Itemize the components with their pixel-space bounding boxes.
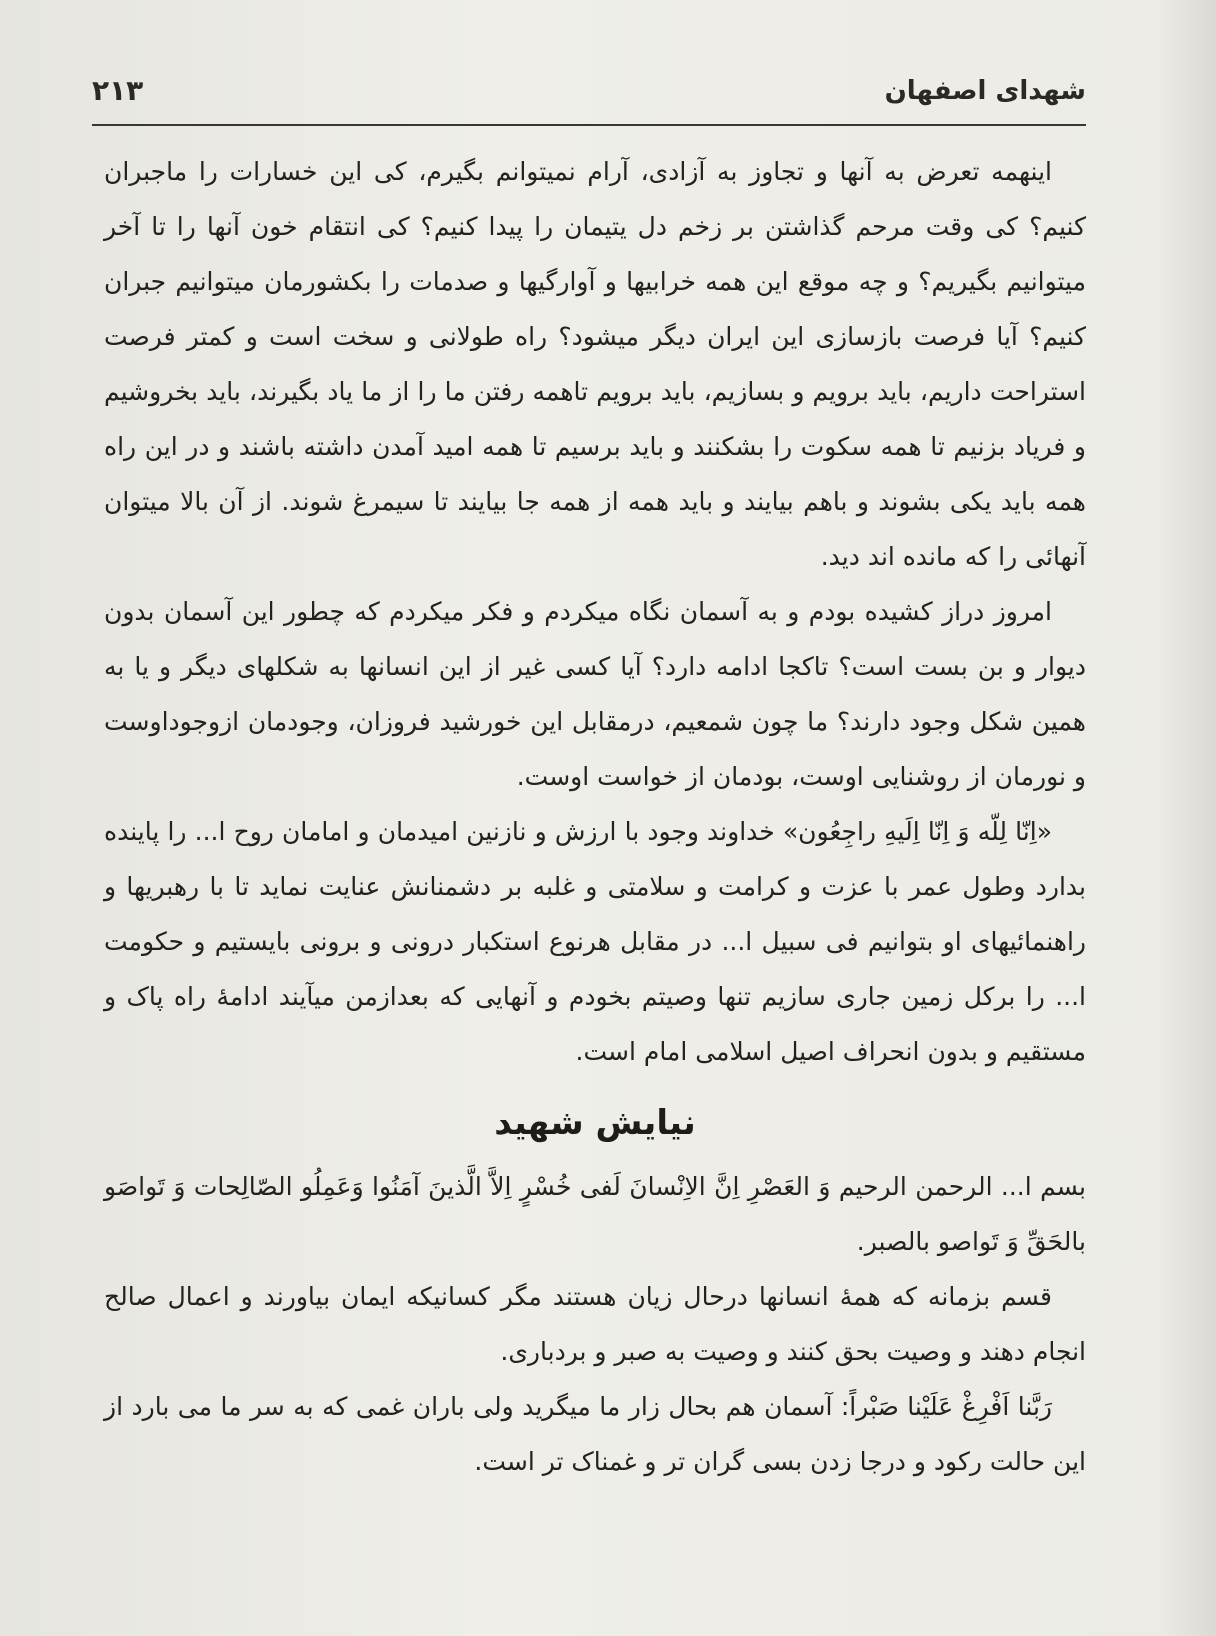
- section-heading: نیایش شهید: [494, 1103, 696, 1143]
- page-edge-shadow: [1158, 0, 1216, 1636]
- section-paragraph-2: قسم بزمانه که همهٔ انسانها درحال زیان هستند مگر کسانیکه ایمان بیاورند و اعمال صالح انجام دهند و وصیت بحق کنند و وصیت به صبر و بردباری.: [104, 1282, 1086, 1366]
- body-paragraph-2: امروز دراز کشیده بودم و به آسمان نگاه میکردم و فکر میکردم که چطور این آسمان بدون دیوار و بن بست است؟ تاکجا ادامه دارد؟ آیا کسی غیر از این انسانها به شکلهای دیگر و یا به همین شکل وجود دارند؟ ما چون شمعیم، درمقابل این خورشید فروزان، وجودمان ازوجوداوست و نورمان از روشنایی اوست، بودمان از خواست اوست.: [104, 597, 1086, 791]
- page-number: ۲۱۳: [92, 74, 144, 107]
- header-divider: [92, 124, 1086, 126]
- page-header: [92, 76, 1086, 124]
- body-paragraph-3: «اِنّا لِلّه وَ اِنّا اِلَیهِ راجِعُون» خداوند وجود با ارزش و نازنین امیدمان و امامان روح ا... را پاینده بدارد وطول عمر با عزت و کرامت و سلامتی و غلبه بر دشمنانش عنایت نماید تا با رهبریها و راهنمائیهای او بتوانیم فی سبیل ا... در مقابل هرنوع استکبار درونی و برونی بایستیم و حکومت ا... را برکل زمین جاری سازیم تنها وصیتم بخودم و آنهایی که بعدازمن میآیند ادامهٔ راه پاک و مستقیم و بدون انحراف اصیل اسلامی امام است.: [104, 817, 1086, 1066]
- body-paragraph-1: اینهمه تعرض به آنها و تجاوز به آزادی، آرام نمیتوانم بگیرم، کی این خسارات را ماجبران کنیم؟ کی وقت مرحم گذاشتن بر زخم دل یتیمان را پیدا کنیم؟ کی انتقام خون آنها را تا آخر میتوانیم بگیریم؟ و چه موقع این همه خرابیها و آوارگیها و صدمات را بکشورمان میتوانیم جبران کنیم؟ آیا فرصت بازسازی این ایران دیگر میشود؟ راه طولانی و سخت است و کمتر فرصت استراحت داریم، باید برویم و بسازیم، باید برویم تاهمه رفتن ما را از ما یاد بگیرند، باید بخروشیم و فریاد بزنیم تا همه سکوت را بشکنند و باید برسیم تا همه امید آمدن داشته باشند و در این راه همه باید یکی بشوند و باهم بیایند و باید همه از همه جا بیایند تا سیمرغ شوند. از آن بالا میتوان آنهائی را که مانده اند دید.: [104, 157, 1086, 571]
- section-paragraph-1: بسم ا... الرحمن الرحیم وَ العَصْرِ اِنَّ الاِنْسانَ لَفی خُسْرٍ اِلاَّ الَّذینَ آمَنُوا وَعَمِلُو الصّالِحات وَ تَواصَو بالحَقِّ وَ تَواصو بالصبر.: [104, 1172, 1086, 1256]
- section-paragraph-3: رَبَّنا اَفْرِغْ عَلَیْنا صَبْراً: آسمان هم بحال زار ما میگرید ولی باران غمی که به سر ما می بارد از این حالت رکود و درجا زدن بسی گران تر و غمناک تر است.: [104, 1392, 1086, 1476]
- running-title: شهدای اصفهان: [884, 76, 1086, 106]
- page-body: [104, 144, 1086, 1489]
